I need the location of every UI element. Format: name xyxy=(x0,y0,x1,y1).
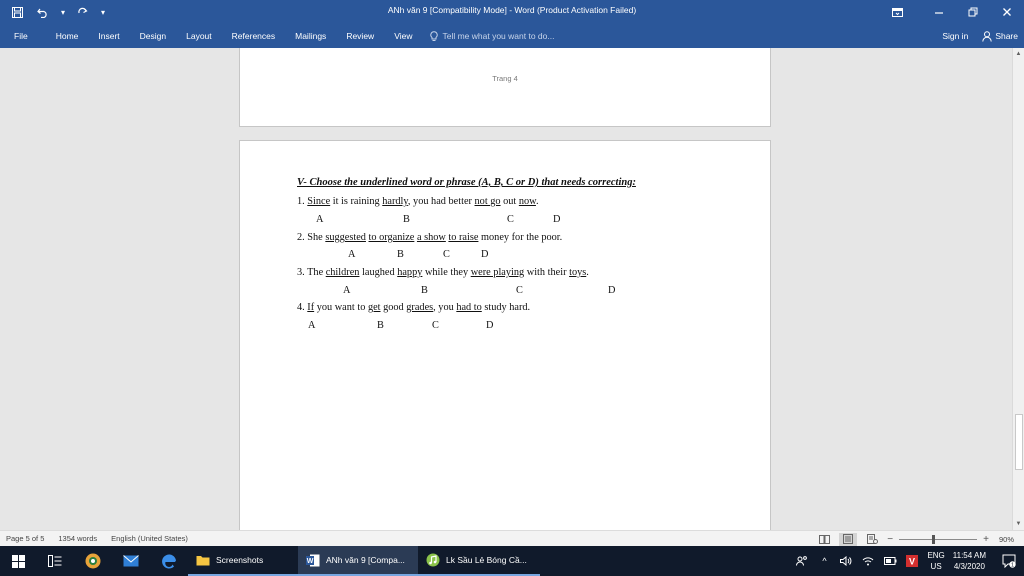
q3-letter-c: C xyxy=(516,285,523,296)
language-indicator[interactable]: English (United States) xyxy=(111,534,188,543)
system-clock[interactable] xyxy=(953,550,986,572)
scrollbar-thumb[interactable] xyxy=(1015,414,1023,470)
zoom-slider-track xyxy=(899,539,977,540)
current-page[interactable] xyxy=(239,140,771,530)
chevron-up-icon[interactable]: ^ xyxy=(822,556,827,566)
scroll-down-arrow-icon[interactable]: ▼ xyxy=(1015,521,1022,527)
scroll-up-arrow-icon[interactable]: ▲ xyxy=(1015,51,1022,57)
previous-page xyxy=(239,48,771,127)
mail-icon[interactable] xyxy=(112,546,150,576)
tab-view[interactable]: View xyxy=(394,31,413,41)
q2-letter-c: C xyxy=(443,249,450,260)
exercise-heading: V- Choose the underlined word or phrase (A, B, C or D) that needs correcting: xyxy=(297,177,636,188)
q3-letter-a: A xyxy=(343,285,351,296)
question-text: . xyxy=(586,267,589,278)
svg-text:V: V xyxy=(909,556,916,567)
tab-insert[interactable]: Insert xyxy=(98,31,120,41)
question-number: 1. xyxy=(297,196,308,207)
question-text: with their xyxy=(524,267,570,278)
underlined-phrase: children xyxy=(325,267,360,278)
share-label: Share xyxy=(995,31,1018,41)
svg-text:W: W xyxy=(306,557,314,565)
question-text: you want to xyxy=(314,302,368,313)
page-footer: Trang 4 xyxy=(492,74,518,83)
question-text: The xyxy=(307,267,326,278)
zoom-slider[interactable] xyxy=(899,533,977,546)
browser-coccoc-icon[interactable] xyxy=(74,546,112,576)
question-text: study hard. xyxy=(481,302,531,313)
action-center-icon[interactable] xyxy=(994,554,1024,568)
question-3 xyxy=(297,267,589,278)
tab-review[interactable]: Review xyxy=(346,31,375,41)
folder-icon xyxy=(196,554,210,566)
task-view-icon[interactable] xyxy=(36,546,74,576)
underlined-phrase: hardly xyxy=(382,196,408,207)
quick-access-toolbar xyxy=(6,0,108,24)
underlined-phrase: get xyxy=(367,302,381,313)
status-bar-controls xyxy=(815,532,1014,546)
q2-letter-a: A xyxy=(348,249,356,260)
underlined-phrase: grades xyxy=(406,302,434,313)
window-controls xyxy=(880,0,1024,24)
question-text: while they xyxy=(422,267,471,278)
system-tray xyxy=(795,546,1024,576)
underlined-phrase: to organize xyxy=(368,232,415,243)
q1-letter-b: B xyxy=(403,214,410,225)
tab-layout[interactable]: Layout xyxy=(186,31,212,41)
ribbon-tabs-bar xyxy=(0,24,1024,48)
ribbon-display-options-icon[interactable] xyxy=(880,0,914,24)
people-icon[interactable] xyxy=(795,556,809,566)
sign-in-link[interactable]: Sign in xyxy=(942,31,969,41)
q1-letter-a: A xyxy=(316,214,324,225)
q4-letter-c: C xyxy=(432,320,439,331)
question-number: 3. xyxy=(297,267,308,278)
tell-me-placeholder: Tell me what you want to do... xyxy=(442,31,555,41)
q4-letter-b: B xyxy=(377,320,384,331)
page-count[interactable]: Page 5 of 5 xyxy=(6,534,45,543)
share-button[interactable] xyxy=(982,31,1018,42)
word-icon xyxy=(306,554,320,567)
windows-start-icon[interactable] xyxy=(0,546,36,576)
q2-letter-d: D xyxy=(481,249,489,260)
language-region: US xyxy=(930,562,942,571)
taskbar-app-music[interactable] xyxy=(418,546,540,576)
zoom-slider-thumb[interactable] xyxy=(932,535,935,544)
speaker-icon[interactable] xyxy=(839,556,853,566)
input-language[interactable] xyxy=(927,550,944,572)
question-text: it is raining xyxy=(330,196,383,207)
status-bar xyxy=(0,530,1024,546)
tell-me-search[interactable] xyxy=(422,24,554,48)
tab-design[interactable]: Design xyxy=(139,31,167,41)
undo-icon[interactable] xyxy=(32,1,54,23)
web-layout-icon[interactable] xyxy=(863,533,881,546)
underlined-phrase: not go xyxy=(474,196,501,207)
q1-letter-d: D xyxy=(553,214,561,225)
ribbon-tabs xyxy=(0,24,554,48)
battery-icon[interactable] xyxy=(883,557,897,565)
notification-count: 1 xyxy=(1010,562,1015,568)
redo-icon[interactable] xyxy=(72,1,94,23)
taskbar-app-word[interactable] xyxy=(298,546,418,576)
windows-taskbar xyxy=(0,546,1024,576)
underlined-phrase: now xyxy=(518,196,536,207)
tab-mailings[interactable]: Mailings xyxy=(295,31,327,41)
taskbar-app-screenshots[interactable] xyxy=(188,546,298,576)
question-4 xyxy=(297,302,530,313)
underlined-phrase: If xyxy=(307,302,315,313)
zoom-in-icon[interactable]: + xyxy=(983,533,989,545)
music-icon xyxy=(426,553,440,567)
tab-home[interactable]: Home xyxy=(55,31,79,41)
edge-browser-icon[interactable] xyxy=(150,546,188,576)
question-text: good xyxy=(380,302,407,313)
tab-file[interactable]: File xyxy=(14,31,28,41)
language-code: ENG xyxy=(927,551,945,560)
restore-icon[interactable] xyxy=(956,0,990,24)
vertical-scrollbar[interactable] xyxy=(1012,48,1024,530)
title-bar xyxy=(0,0,1024,24)
underlined-phrase: were playing xyxy=(470,267,525,278)
underlined-phrase: Since xyxy=(307,196,331,207)
save-icon[interactable] xyxy=(6,1,28,23)
question-text: out xyxy=(500,196,519,207)
underlined-phrase: to raise xyxy=(448,232,479,243)
read-mode-icon[interactable] xyxy=(815,533,833,546)
document-area[interactable] xyxy=(0,48,1012,530)
question-number: 2. xyxy=(297,232,308,243)
account-area xyxy=(942,24,1018,48)
q3-letter-b: B xyxy=(421,285,428,296)
person-icon xyxy=(982,31,992,42)
underlined-phrase: a show xyxy=(416,232,446,243)
taskbar-app-label: Screenshots xyxy=(216,555,264,565)
q3-letter-d: D xyxy=(608,285,616,296)
question-text: , you had better xyxy=(407,196,475,207)
zoom-level[interactable]: 90% xyxy=(998,534,1014,544)
question-number: 4. xyxy=(297,302,308,313)
underlined-phrase: toys xyxy=(569,267,587,278)
print-layout-icon[interactable] xyxy=(839,533,857,546)
minimize-icon[interactable] xyxy=(922,0,956,24)
status-bar-info xyxy=(6,534,188,543)
zoom-out-icon[interactable]: − xyxy=(887,533,894,545)
q4-letter-a: A xyxy=(308,320,316,331)
underlined-phrase: happy xyxy=(397,267,423,278)
customize-toolbar-icon[interactable]: ▾ xyxy=(100,7,105,17)
clock-date: 4/3/2020 xyxy=(953,562,985,571)
question-1 xyxy=(297,196,539,207)
taskbar-apps xyxy=(0,546,540,576)
lightbulb-icon xyxy=(430,31,438,42)
window-title: ANh văn 9 [Compatibility Mode] - Word (Product Activation Failed) xyxy=(387,5,637,15)
tab-references[interactable]: References xyxy=(231,31,276,41)
question-text: She xyxy=(307,232,326,243)
q4-letter-d: D xyxy=(486,320,494,331)
clock-time: 11:54 AM xyxy=(952,551,986,560)
close-icon[interactable] xyxy=(990,0,1024,24)
word-count[interactable]: 1354 words xyxy=(58,534,98,543)
question-2 xyxy=(297,232,562,243)
question-text: money for the poor. xyxy=(478,232,563,243)
underlined-phrase: had to xyxy=(456,302,482,313)
question-text: laughed xyxy=(359,267,398,278)
taskbar-app-label: ANh văn 9 [Compa... xyxy=(326,555,405,565)
vietkey-icon[interactable] xyxy=(905,555,919,567)
wifi-icon[interactable] xyxy=(861,556,875,566)
undo-dropdown-icon[interactable]: ▾ xyxy=(60,7,65,17)
q2-letter-b: B xyxy=(397,249,404,260)
underlined-phrase: suggested xyxy=(325,232,366,243)
taskbar-app-label: Lk Sầu Lẻ Bóng Cầ... xyxy=(446,555,527,565)
question-text: . xyxy=(535,196,539,207)
q1-letter-c: C xyxy=(507,214,514,225)
question-text: , you xyxy=(433,302,457,313)
